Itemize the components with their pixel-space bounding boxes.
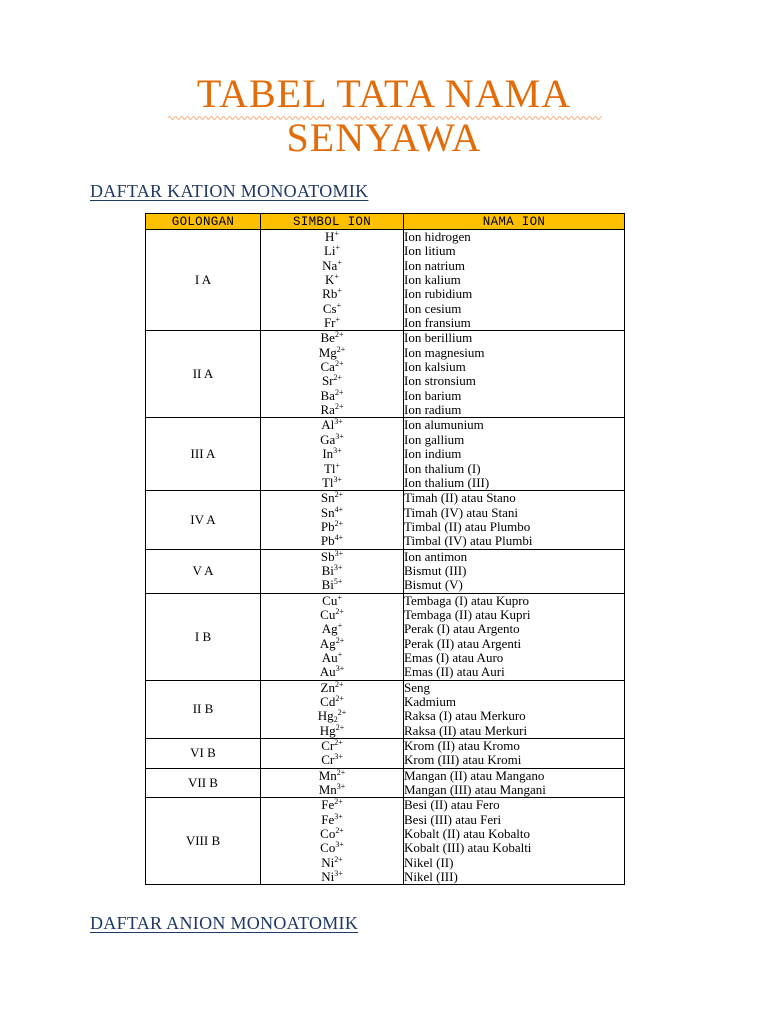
ion-charge: + (334, 272, 339, 282)
element-symbol: Cr (321, 752, 335, 768)
ion-name: Bismut (III) (404, 562, 467, 578)
ion-name: Timah (IV) atau Stani (404, 504, 518, 520)
ion-symbol (261, 856, 403, 870)
ion-symbol (261, 433, 403, 447)
name-cell (404, 491, 625, 549)
ion-symbol (261, 403, 403, 417)
ion-name: Emas (II) atau Auri (404, 664, 505, 680)
element-symbol: Cu (320, 606, 336, 622)
ion-charge: 2+ (334, 797, 343, 807)
ion-charge: 3+ (335, 664, 345, 674)
group-label: VIII B (146, 798, 261, 885)
name-cell (404, 331, 625, 418)
ion-charge: 3+ (333, 446, 342, 456)
table-row (146, 739, 625, 769)
ion-symbol (261, 520, 403, 534)
ion-symbol (261, 651, 403, 665)
group-label: III A (146, 418, 261, 491)
ion-charge: 2+ (333, 373, 343, 383)
group-label: VI B (146, 739, 261, 769)
title-line-1: TABEL TATA NAMA (196, 71, 572, 116)
ion-charge: 4+ (334, 533, 344, 543)
header-simbol-ion: SIMBOL ION (261, 214, 404, 230)
element-symbol: Ga (320, 431, 336, 447)
section-heading-anion: DAFTAR ANION MONOATOMIK (90, 913, 359, 933)
element-symbol: Sn (320, 504, 335, 520)
table-row (146, 418, 625, 491)
element-symbol: Ni (321, 854, 335, 870)
ion-charge: 2+ (336, 344, 346, 354)
ion-name: Raksa (I) atau Merkuro (404, 708, 526, 724)
ion-symbol (261, 230, 403, 244)
ion-charge: 3+ (334, 869, 343, 879)
ion-symbol (261, 302, 403, 316)
element-symbol: Pb (320, 518, 335, 534)
element-symbol: Hg (319, 722, 336, 738)
element-symbol: In (322, 446, 334, 462)
ion-symbol (261, 798, 403, 812)
ion-symbol (261, 783, 403, 797)
symbol-cell (261, 739, 404, 769)
element-symbol: Li (323, 243, 336, 259)
ion-name: Ion cesium (404, 300, 462, 316)
group-label: I A (146, 230, 261, 331)
group-block (146, 739, 625, 769)
ion-name: Emas (I) atau Auro (404, 649, 504, 665)
element-symbol: Sn (320, 490, 335, 506)
ion-charge: + (335, 243, 341, 253)
element-symbol: Cd (320, 694, 336, 709)
ion-charge: + (337, 257, 342, 267)
element-symbol: Fe (321, 811, 335, 827)
ion-symbol (261, 287, 403, 301)
table-row (146, 768, 625, 798)
element-symbol: H (325, 229, 335, 244)
group-block (146, 680, 625, 738)
ion-name: Ion rubidium (404, 286, 473, 302)
ion-charge: 5+ (333, 577, 343, 587)
table-row (146, 230, 625, 331)
table-row (146, 549, 625, 593)
ion-symbol (261, 331, 403, 345)
ion-charge: 2+ (334, 330, 344, 340)
ion-charge: 2+ (336, 767, 346, 777)
ion-name: Ion kalsium (404, 359, 466, 375)
ion-name: Ion alumunium (404, 417, 484, 433)
name-cell (404, 768, 625, 798)
table-row (146, 593, 625, 680)
ion-name: Besi (II) atau Fero (404, 797, 500, 813)
element-symbol: Sb (320, 548, 335, 564)
group-block (146, 491, 625, 549)
ion-symbol (261, 695, 403, 709)
ion-name: Besi (III) atau Feri (404, 811, 502, 827)
ion-name: Krom (III) atau Kromi (404, 752, 522, 768)
ion-charge: 3+ (336, 782, 346, 792)
ion-name: Raksa (II) atau Merkuri (404, 722, 528, 738)
element-symbol: Fr (323, 315, 336, 331)
element-symbol: Ni (321, 869, 335, 885)
ion-symbol (261, 259, 403, 273)
symbol-cell (261, 798, 404, 885)
ion-name: Timbal (II) atau Plumbo (404, 518, 531, 534)
element-symbol: Cs (322, 300, 337, 316)
ion-name: Ion magnesium (404, 344, 485, 360)
ion-name: Krom (II) atau Kromo (404, 738, 520, 754)
ion-charge: 2+ (335, 606, 344, 616)
group-block (146, 593, 625, 680)
ion-symbol (261, 578, 403, 592)
ion-name: Nikel (III) (404, 869, 458, 885)
element-symbol: Cr (321, 738, 335, 754)
ion-name: Tembaga (II) atau Kupri (404, 606, 531, 622)
element-symbol: Co (320, 826, 336, 842)
ion-symbol (261, 870, 403, 884)
element-symbol: Au (319, 664, 336, 680)
element-symbol: Pb (320, 533, 335, 549)
element-symbol: Rb (322, 286, 338, 302)
table-row (146, 798, 625, 885)
ion-charge: + (335, 315, 341, 325)
ion-symbol (261, 273, 403, 287)
group-label: VII B (146, 768, 261, 798)
ion-name: Kobalt (III) atau Kobalti (404, 840, 532, 856)
ion-symbol (261, 813, 403, 827)
element-symbol: Mn (318, 782, 337, 798)
name-cell (404, 549, 625, 593)
ion-symbol (261, 564, 403, 578)
name-cell (404, 230, 625, 331)
ion-name: Ion barium (404, 387, 462, 403)
ion-symbol (261, 360, 403, 374)
element-symbol: Zn (320, 679, 335, 695)
symbol-cell (261, 230, 404, 331)
ion-charge: + (336, 300, 342, 310)
ion-symbol (261, 418, 403, 432)
subscript: 2 (333, 715, 338, 725)
ion-charge: + (337, 649, 343, 659)
element-symbol: Mg (318, 344, 337, 360)
ion-name: Tembaga (I) atau Kupro (404, 592, 530, 608)
ion-charge: 2+ (334, 738, 343, 748)
symbol-cell (261, 418, 404, 491)
element-symbol: Ca (320, 359, 335, 375)
ion-symbol (261, 709, 403, 723)
header-golongan: GOLONGAN (146, 214, 261, 230)
group-block (146, 798, 625, 885)
symbol-cell (261, 491, 404, 549)
ion-name: Ion litium (404, 243, 456, 259)
element-symbol: Na (322, 257, 338, 273)
ion-charge: + (337, 621, 343, 631)
group-block (146, 549, 625, 593)
ion-name: Bismut (V) (404, 577, 463, 593)
ion-symbol (261, 622, 403, 636)
group-label: V A (146, 549, 261, 593)
ion-charge: 3+ (334, 548, 344, 558)
ion-charge: 2+ (335, 635, 345, 645)
ion-charge: 2+ (334, 518, 344, 528)
ion-name: Ion natrium (404, 257, 466, 273)
ion-charge: 3+ (334, 752, 343, 762)
element-symbol: Be (320, 330, 335, 346)
ion-name: Ion fransium (404, 315, 471, 331)
ion-symbol (261, 374, 403, 388)
ion-name: Ion indium (404, 446, 462, 462)
element-symbol: Ra (320, 402, 335, 418)
element-symbol: Tl (321, 474, 334, 490)
ion-symbol (261, 491, 403, 505)
ion-symbol (261, 665, 403, 679)
table-header-row (146, 214, 625, 230)
element-symbol: Mn (318, 767, 337, 783)
ion-symbol (261, 346, 403, 360)
ion-symbol (261, 739, 403, 753)
ion-symbol (261, 608, 403, 622)
element-symbol: K (325, 272, 335, 288)
ion-name: Kadmium (404, 694, 456, 709)
symbol-cell (261, 549, 404, 593)
ion-charge: 2+ (334, 854, 343, 864)
ion-name: Kobalt (II) atau Kobalto (404, 826, 530, 842)
group-label: I B (146, 593, 261, 680)
name-cell (404, 418, 625, 491)
symbol-cell (261, 593, 404, 680)
element-symbol: Au (321, 649, 338, 665)
element-symbol: Hg (317, 708, 334, 724)
table-row (146, 680, 625, 738)
name-cell (404, 593, 625, 680)
ion-charge: 2+ (335, 694, 344, 703)
ion-charge: 2+ (335, 722, 345, 732)
ion-symbol (261, 316, 403, 330)
ion-name: Perak (II) atau Argenti (404, 635, 522, 651)
ion-charge: 2+ (334, 679, 344, 689)
ion-name: Seng (404, 679, 430, 695)
ion-charge: + (334, 229, 339, 238)
ion-name: Ion radium (404, 402, 462, 418)
ion-charge: 3+ (334, 417, 343, 427)
ion-charge: 4+ (334, 504, 344, 514)
element-symbol: Co (320, 840, 336, 856)
element-symbol: Al (321, 417, 335, 433)
ion-name: Ion berillium (404, 330, 473, 346)
group-block (146, 331, 625, 418)
element-symbol: Ag (321, 621, 338, 637)
ion-charge: 2+ (334, 387, 344, 397)
group-label: IV A (146, 491, 261, 549)
ion-charge: 3+ (334, 811, 343, 821)
title-wavy-underline (168, 114, 602, 122)
ion-name: Mangan (III) atau Mangani (404, 782, 546, 798)
ion-charge: + (337, 592, 342, 602)
ion-name: Ion gallium (404, 431, 465, 447)
cation-table (145, 213, 625, 885)
ion-symbol (261, 753, 403, 767)
ion-symbol (261, 594, 403, 608)
element-symbol: Ba (320, 387, 335, 403)
ion-symbol (261, 841, 403, 855)
symbol-cell (261, 680, 404, 738)
ion-symbol (261, 244, 403, 258)
group-block (146, 418, 625, 491)
ion-symbol (261, 506, 403, 520)
ion-charge: 2+ (334, 490, 344, 500)
ion-charge: + (335, 460, 341, 470)
header-nama-ion: NAMA ION (404, 214, 625, 230)
ion-name: Mangan (II) atau Mangano (404, 767, 545, 783)
element-symbol: Ag (319, 635, 336, 651)
group-label: II A (146, 331, 261, 418)
ion-name: Timbal (IV) atau Plumbi (404, 533, 533, 549)
element-symbol: Fe (321, 797, 335, 813)
ion-symbol (261, 534, 403, 548)
element-symbol: Bi (321, 577, 334, 593)
ion-charge: 3+ (335, 840, 344, 850)
ion-charge: 2+ (334, 402, 344, 412)
group-label: II B (146, 680, 261, 738)
ion-name: Ion antimon (404, 548, 468, 564)
ion-charge: 3+ (333, 562, 343, 572)
ion-symbol (261, 447, 403, 461)
ion-symbol (261, 637, 403, 651)
name-cell (404, 798, 625, 885)
ion-symbol (261, 550, 403, 564)
ion-symbol (261, 724, 403, 738)
ion-name: Timah (II) atau Stano (404, 490, 516, 506)
ion-symbol (261, 476, 403, 490)
ion-charge: 2+ (337, 708, 347, 718)
ion-name: Nikel (II) (404, 854, 454, 870)
ion-name: Ion thalium (I) (404, 460, 481, 476)
group-block (146, 768, 625, 798)
ion-charge: 3+ (333, 474, 343, 484)
section-heading-cation: DAFTAR KATION MONOATOMIK (90, 181, 369, 201)
ion-name: Ion kalium (404, 272, 461, 288)
element-symbol: Cu (322, 592, 338, 608)
title-line-2: SENYAWA (286, 115, 482, 160)
group-block (146, 230, 625, 331)
element-symbol: Bi (321, 562, 334, 578)
element-symbol: Tl (323, 460, 336, 476)
ion-symbol (261, 389, 403, 403)
symbol-cell (261, 768, 404, 798)
ion-name: Ion stronsium (404, 373, 476, 389)
element-symbol: Sr (321, 373, 334, 389)
ion-charge: 2+ (335, 826, 344, 836)
table-row (146, 491, 625, 549)
ion-symbol (261, 769, 403, 783)
ion-symbol (261, 827, 403, 841)
table-row (146, 331, 625, 418)
ion-name: Ion hidrogen (404, 229, 471, 244)
ion-symbol (261, 681, 403, 695)
ion-name: Ion thalium (III) (404, 474, 490, 490)
ion-name: Perak (I) atau Argento (404, 621, 520, 637)
ion-charge: + (337, 286, 342, 296)
symbol-cell (261, 331, 404, 418)
ion-symbol (261, 462, 403, 476)
name-cell (404, 680, 625, 738)
ion-charge: 3+ (335, 431, 344, 441)
name-cell (404, 739, 625, 769)
ion-charge: 2+ (334, 359, 344, 369)
